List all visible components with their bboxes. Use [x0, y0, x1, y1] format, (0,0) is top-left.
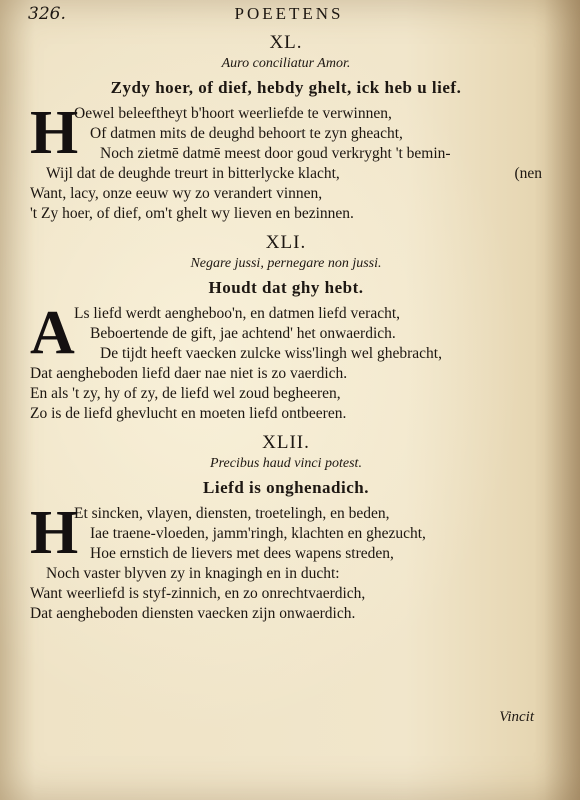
verse-line: En als 't zy, hy of zy, de liefd wel zoud begheeren, [30, 385, 341, 402]
verse-line: Hoe ernstich de lievers met dees wapens streden, [90, 545, 394, 562]
verse-line: Want, lacy, onze eeuw wy zo verandert vinnen, [30, 185, 323, 202]
verse-line: Of datmen mits de deughd behoort te zyn gheacht, [90, 125, 403, 142]
poem-xli [30, 232, 542, 424]
verse-line: Want weerliefd is styf-zinnich, en zo onrechtvaerdich, [30, 585, 366, 602]
poem-stanza [30, 299, 542, 424]
poem-numeral: XLII. [262, 432, 310, 453]
verse-line: Oewel beleeftheyt b'hoort weerliefde te verwinnen, [74, 105, 392, 122]
verse-line: Wijl dat de deughde treurt in bitterlycke klacht, [46, 165, 340, 182]
verse-line: De tijdt heeft vaecken zulcke wiss'lingh wel ghebracht, [100, 345, 442, 362]
verse-line: Zo is de liefd ghevlucht en moeten liefd ontbeeren. [30, 405, 347, 422]
poem-numeral: XLI. [265, 232, 307, 253]
verse-line: Dat aengheboden diensten vaecken zijn onwaerdich. [30, 605, 356, 622]
verse-line: Noch zietmē datmē meest door goud verkryght 't bemin- [100, 145, 451, 162]
verse-line: Dat aengheboden liefd daer nae niet is zo vaerdich. [30, 365, 348, 382]
poem-motto: Precibus haud vinci potest. [210, 456, 362, 471]
poem-title: Houdt dat ghy hebt. [208, 278, 364, 297]
poem-stanza [30, 99, 542, 224]
verse-line: Beboertende de gift, jae achtend' het onwaerdich. [90, 325, 396, 342]
page-content [30, 30, 542, 632]
poem-motto: Negare jussi, pernegare non jussi. [190, 256, 382, 271]
page-number: 326. [28, 4, 66, 24]
drop-cap: H [30, 99, 79, 167]
poem-stanza [30, 499, 542, 624]
page-header [28, 4, 550, 28]
poem-xlii [30, 432, 542, 624]
catchword: Vincit [499, 709, 534, 725]
verse-line: Noch vaster blyven zy in knagingh en in ducht: [46, 565, 340, 582]
drop-cap: H [30, 499, 79, 567]
poem-motto: Auro conciliatur Amor. [221, 56, 351, 71]
poem-title: Zydy hoer, of dief, hebdy ghelt, ick heb u lief. [110, 78, 462, 97]
verse-line: 't Zy hoer, of dief, om't ghelt wy lieven en bezinnen. [30, 205, 354, 222]
verse-line: Iae traene-vloeden, jamm'ringh, klachten en ghezucht, [90, 525, 426, 542]
poem-numeral: XL. [269, 32, 303, 53]
verse-overflow: (nen [514, 165, 542, 182]
poem-xl [30, 32, 542, 224]
verse-line: Ls liefd werdt aengheboo'n, en datmen liefd veracht, [74, 305, 401, 322]
verse-line: Et sincken, vlayen, diensten, troetelingh, en beden, [74, 505, 390, 522]
running-head: POEETENS [234, 4, 344, 23]
drop-cap: A [30, 299, 75, 367]
poem-title: Liefd is onghenadich. [203, 478, 369, 497]
